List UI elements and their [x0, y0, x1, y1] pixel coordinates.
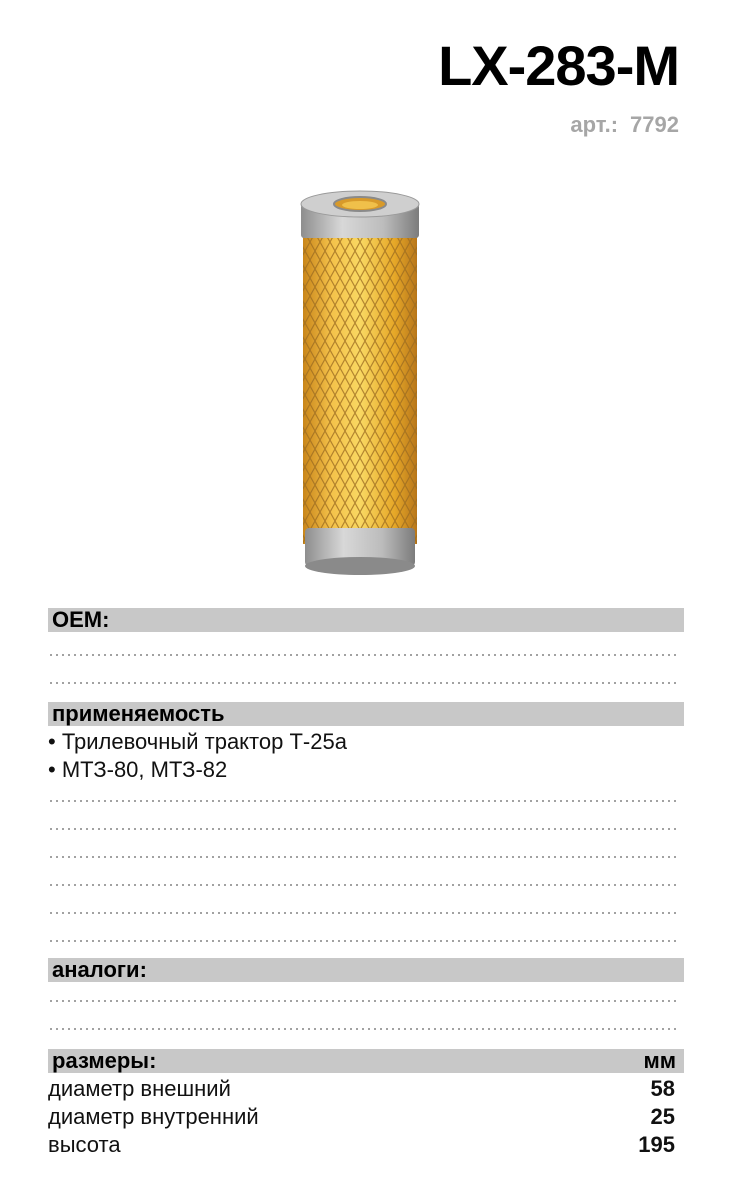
dimensions-title: размеры: [52, 1048, 157, 1073]
dotted-line [48, 682, 680, 684]
dimension-value-inner-diameter: 25 [650, 1104, 675, 1129]
article-number [570, 112, 679, 138]
analogs-section-header [48, 958, 684, 982]
dotted-line [48, 940, 680, 942]
dimensions-section-header [48, 1049, 684, 1073]
dimension-value-outer-diameter: 58 [650, 1076, 675, 1101]
dotted-line [48, 1000, 680, 1002]
dotted-line [48, 884, 680, 886]
dotted-line [48, 800, 680, 802]
product-model-title: LX-283-M [438, 34, 679, 97]
applicability-section-header [48, 702, 684, 726]
dimensions-unit: мм [643, 1048, 676, 1073]
dimension-label-inner-diameter: диаметр внутренний [48, 1104, 259, 1129]
analogs-title: аналоги: [52, 957, 147, 982]
dotted-line [48, 856, 680, 858]
oem-section-header [48, 608, 684, 632]
dimension-value-height: 195 [638, 1132, 675, 1157]
article-value: 7792 [630, 112, 679, 137]
applicability-item: • МТЗ-80, МТЗ-82 [48, 757, 228, 782]
dotted-line [48, 912, 680, 914]
dotted-line [48, 828, 680, 830]
oem-title: OEM: [52, 607, 110, 632]
dotted-line [48, 654, 680, 656]
dimension-label-outer-diameter: диаметр внешний [48, 1076, 231, 1101]
dotted-line [48, 1028, 680, 1030]
applicability-title: применяемость [52, 701, 225, 726]
article-label: арт.: [570, 112, 619, 137]
applicability-item: • Трилевочный трактор Т-25а [48, 729, 347, 754]
dimension-label-height: высота [48, 1132, 121, 1157]
fuel-filter-image [295, 188, 425, 578]
